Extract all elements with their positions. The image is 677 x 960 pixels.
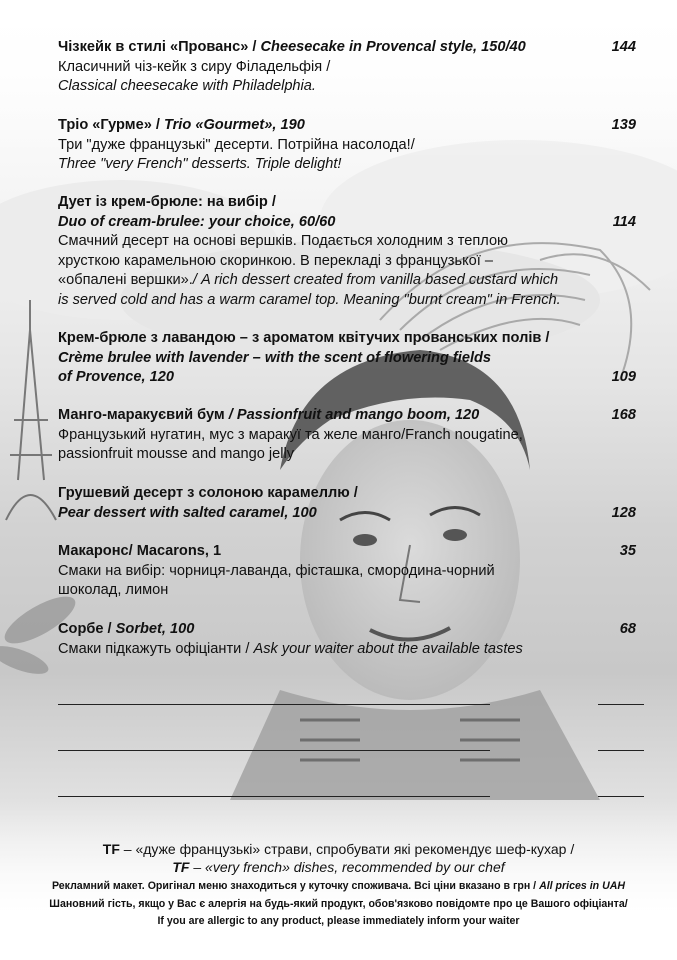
item-desc-en-last: is served cold and has a warm caramel top. Meaning "burnt cream" in French. <box>58 291 561 308</box>
item-price: 139 <box>611 117 636 133</box>
item-title-ua: Крем-брюле з лавандою – з ароматом квітучих прованських полів / <box>58 330 550 346</box>
item-title-ua: Чізкейк в стилі «Прованс» / <box>58 39 261 55</box>
footer-tf-note-ua <box>0 840 677 858</box>
menu-item-mango-passionfruit <box>58 406 638 465</box>
item-title-ua: Грушевий десерт з солоною карамеллю / <box>58 485 358 501</box>
menu-item-sorbet <box>58 620 638 659</box>
item-desc-ua: Смаки підкажуть офіціанти / <box>58 640 254 657</box>
item-title-en: / Passionfruit and mango boom, 120 <box>224 407 480 423</box>
item-desc-en: Ask your waiter about the available tastes <box>253 640 523 657</box>
item-price: 109 <box>611 369 636 385</box>
blank-price-line <box>598 704 644 705</box>
menu-item-cheesecake <box>58 38 638 97</box>
item-desc-en: Classical cheesecake with Philadelphia. <box>58 78 316 94</box>
footer-tf-note-en <box>0 858 677 876</box>
item-price: 144 <box>611 39 636 55</box>
item-title-ua: Манго-маракуєвий бум <box>58 407 225 423</box>
item-desc-line: passionfruit mousse and mango jelly <box>58 446 295 462</box>
menu-item-duo-cream-brulee <box>58 193 638 310</box>
tf-desc-ua: – «дуже французькі» страви, спробувати які рекомендує шеф-кухар / <box>119 841 575 857</box>
item-title-en: Duo of cream-brulee: your choice, 60/60 <box>58 213 336 230</box>
price-note-en: All prices in UAH <box>539 880 626 892</box>
item-desc-line: Смаки на вибір: чорниця-лаванда, фісташка, смородина-чорний <box>58 562 495 579</box>
item-title-en-cont: of Provence, 120 <box>58 369 174 385</box>
item-title-ua: Дует із крем-брюле: на вибір / <box>58 194 276 210</box>
blank-entry-line <box>58 796 646 798</box>
item-price: 114 <box>612 213 636 230</box>
menu-item-macarons <box>58 542 638 601</box>
item-price: 35 <box>619 543 636 559</box>
footer-allergy-en: If you are allergic to any product, please immediately inform your waiter <box>157 915 520 927</box>
menu-item-creme-brulee-lavender <box>58 329 638 388</box>
item-title-ua: Макаронс/ Macarons, 1 <box>58 543 222 559</box>
tf-label-en: TF <box>172 859 190 875</box>
blank-name-line <box>58 796 490 797</box>
tf-label: TF <box>102 841 120 857</box>
price-note-ua: Рекламний макет. Оригінал меню знаходиться у куточку споживача. Всі ціни вказано в грн / <box>51 880 540 892</box>
menu-item-pear-dessert <box>58 484 638 523</box>
item-desc-ua: Класичний чіз-кейк з сиру Філадельфія / <box>58 58 331 75</box>
footer-allergy-ua: Шановний гість, якщо у Вас є алергія на будь-який продукт, обов'язково повідомте про це Вашого офіціанта/ <box>49 898 628 910</box>
blank-name-line <box>58 750 490 751</box>
item-desc-line: Французький нугатин, мус з маракуї та желе манго/Franch nougatine, <box>58 426 523 443</box>
item-desc-ua: «обпалені вершки». <box>58 272 193 288</box>
item-desc-en: Three "very French" desserts. Triple delight! <box>58 156 342 172</box>
blank-entry-line <box>58 750 646 752</box>
item-title-en: Crème brulee with lavender – with the scent of flowering fields <box>58 349 492 366</box>
item-desc-line: шоколад, лимон <box>58 582 169 598</box>
item-title-en: Pear dessert with salted caramel, 100 <box>58 504 317 521</box>
item-price: 168 <box>611 407 636 423</box>
blank-price-line <box>598 750 644 751</box>
item-title-ua: Сорбе / <box>58 621 116 637</box>
item-price: 68 <box>619 621 636 637</box>
item-desc-ua: Три "дуже французькі" десерти. Потрійна насолода!/ <box>58 136 415 153</box>
blank-name-line <box>58 704 490 705</box>
item-desc-en: / A rich dessert created from vanilla based custard which <box>192 272 559 288</box>
item-desc-line: Смачний десерт на основі вершків. Подається холодним з теплою <box>58 233 509 249</box>
blank-entry-line <box>58 704 646 706</box>
blank-price-line <box>598 796 644 797</box>
footer-price-note <box>0 878 677 895</box>
item-desc-line: хрусткою карамельною скоринкою. В перекладі з французької – <box>58 252 493 269</box>
menu-item-trio-gourmet <box>58 116 638 175</box>
item-title-en: Sorbet, 100 <box>115 621 195 637</box>
item-title-en: Cheesecake in Provencal style, 150/40 <box>260 39 526 55</box>
tf-desc-en: – «very french» dishes, recommended by our chef <box>189 859 505 875</box>
item-title-ua: Тріо «Гурме» / <box>58 117 164 133</box>
item-price: 128 <box>611 504 636 521</box>
item-title-en: Trio «Gourmet», 190 <box>163 117 305 133</box>
